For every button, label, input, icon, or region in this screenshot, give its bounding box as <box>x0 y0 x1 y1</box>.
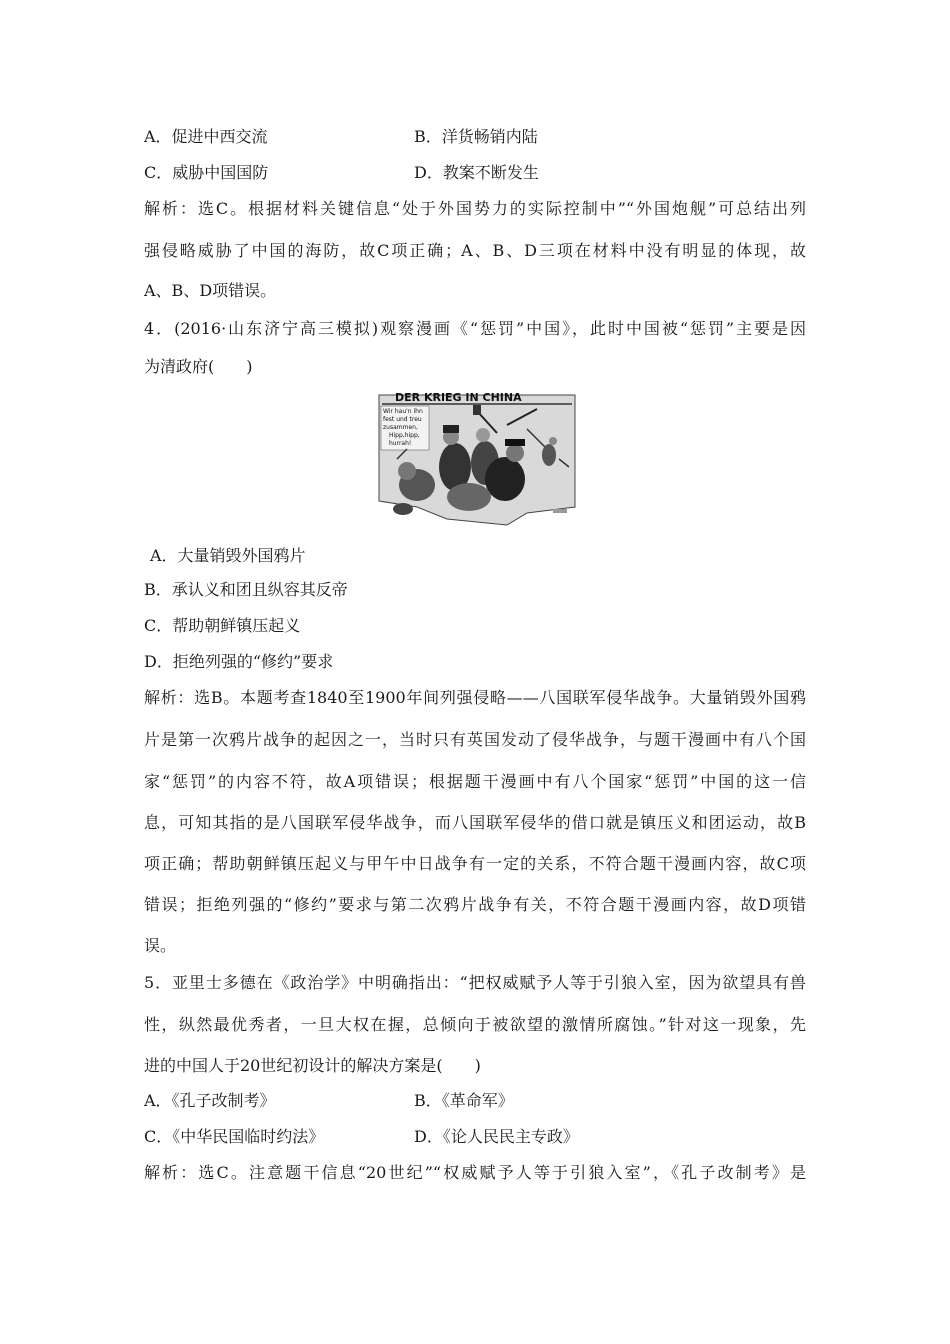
q3-option-b: B．洋货畅销内陆 <box>414 127 538 146</box>
q3-option-c: C．威胁中国国防 <box>144 163 269 182</box>
cartoon-image <box>377 389 577 526</box>
q3-option-d: D．教案不断发生 <box>414 163 539 182</box>
cartoon-caption-line: Wir hau'n ihn <box>383 408 423 415</box>
q4-analysis-line: 项正确；帮助朝鲜镇压起义与甲午中日战争有一定的关系，不符合题干漫画内容，故C项 <box>144 854 806 873</box>
cartoon-illustration <box>377 389 577 526</box>
q5-option-a: A．《孔子改制考》 <box>144 1091 276 1110</box>
cartoon-title: DER KRIEG IN CHINA <box>395 391 522 404</box>
q4-option-c: C．帮助朝鲜镇压起义 <box>144 616 301 635</box>
q3-option-a: A．促进中西交流 <box>144 127 268 146</box>
q5-stem-line: 进的中国人于20世纪初设计的解决方案是( ) <box>144 1056 481 1075</box>
q4-stem-line: 为清政府( ) <box>144 357 253 376</box>
q4-analysis-line: 解析：选B。本题考查1840至1900年间列强侵略——八国联军侵华战争。大量销毁外国鸦 <box>144 688 806 707</box>
q4-option-b: B．承认义和团且纵容其反帝 <box>144 580 348 599</box>
cartoon-caption-line: zusammen, <box>383 424 418 431</box>
q3-options-row-1 <box>144 127 538 147</box>
q4-analysis-line: 片是第一次鸦片战争的起因之一，当时只有英国发动了侵华战争，与题干漫画中有八个国 <box>144 730 806 749</box>
q5-option-d: D．《论人民民主专政》 <box>414 1127 579 1146</box>
q4-analysis-line: 误。 <box>144 936 177 955</box>
q3-analysis-line: 解析：选C。根据材料关键信息“处于外国势力的实际控制中”“外国炮舰”可总结出列 <box>144 199 806 218</box>
q5-option-b: B．《革命军》 <box>414 1091 514 1110</box>
q3-analysis-line: A、B、D项错误。 <box>144 281 277 300</box>
q3-options-row-2 <box>144 163 539 183</box>
q4-analysis-line: 错误；拒绝列强的“修约”要求与第二次鸦片战争有关，不符合题干漫画内容，故D项错 <box>144 895 806 914</box>
q5-analysis-line: 解析：选C。注意题干信息“20世纪”“权威赋予人等于引狼入室”，《孔子改制考》是 <box>144 1163 806 1182</box>
q5-stem-line: 性，纵然最优秀者，一旦大权在握，总倾向于被欲望的激情所腐蚀。”针对这一现象，先 <box>144 1015 806 1034</box>
q5-option-c: C．《中华民国临时约法》 <box>144 1127 325 1146</box>
q4-option-d: D．拒绝列强的“修约”要求 <box>144 652 334 671</box>
cartoon-caption-line: Hipp,hipp, <box>389 432 420 439</box>
q4-option-a: A．大量销毁外国鸦片 <box>150 546 306 565</box>
q5-options-row-2 <box>144 1127 579 1147</box>
q5-options-row-1 <box>144 1091 514 1111</box>
q4-analysis-line: 家“惩罚”的内容不符，故A项错误；根据题干漫画中有八个国家“惩罚”中国的这一信 <box>144 772 806 791</box>
cartoon-caption-line: hurrah! <box>389 440 412 447</box>
q5-stem-line: 5．亚里士多德在《政治学》中明确指出：“把权威赋予人等于引狼入室，因为欲望具有兽 <box>144 973 806 992</box>
q3-analysis-line: 强侵略威胁了中国的海防，故C项正确；A、B、D三项在材料中没有明显的体现，故 <box>144 241 806 260</box>
q4-analysis-line: 息，可知其指的是八国联军侵华战争，而八国联军侵华的借口就是镇压义和团运动，故B <box>144 813 806 832</box>
q4-stem-line: 4．(2016·山东济宁高三模拟)观察漫画《“惩罚”中国》，此时中国被“惩罚”主要是因 <box>144 319 806 338</box>
cartoon-caption-line: fest und treu <box>383 416 422 423</box>
